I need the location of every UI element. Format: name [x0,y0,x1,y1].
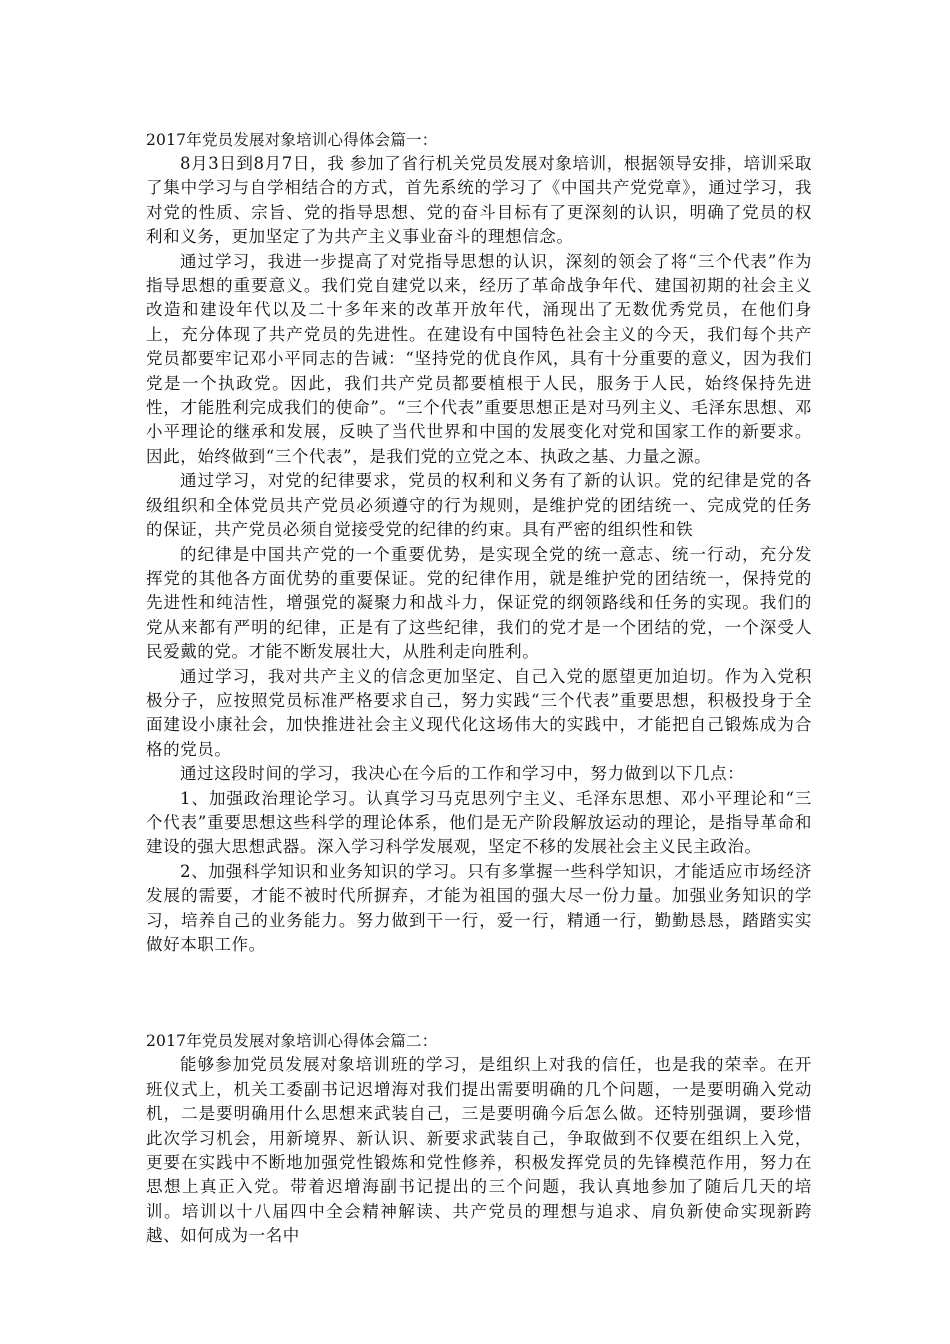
paragraph: 通过学习，我进一步提高了对党指导思想的认识，深刻的领会了将“三个代表”作为指导思想的重要意义。我们党自建党以来，经历了革命战争年代、建国初期的社会主义改造和建设年代以及二十多年来的改革开放年代，涌现出了无数优秀党员，在他们身上，充分体现了共产党员的先进性。在建设有中国特色社会主义的今天，我们每个共产党员都要牢记邓小平同志的告诫：“坚持党的优良作风，具有十分重要的意义，因为我们党是一个执政党。因此，我们共产党员都要植根于人民，服务于人民，始终保持先进性，才能胜利完成我们的使命”。“三个代表”重要思想正是对马列主义、毛泽东思想、邓小平理论的继承和发展，反映了当代世界和中国的发展变化对党和国家工作的新要求。因此，始终做到“三个代表”，是我们党的立党之本、执政之基、力量之源。 [146,251,812,466]
paragraph: 2、加强科学知识和业务知识的学习。只有多掌握一些科学知识，才能适应市场经济发展的需要，才能不被时代所摒弃，才能为祖国的强大尽一份力量。加强业务知识的学习，培养自己的业务能力。努力做到干一行，爱一行，精通一行，勤勤恳恳，踏踏实实做好本职工作。 [146,861,812,954]
section-two [146,1029,812,1248]
paragraph: 能够参加党员发展对象培训班的学习，是组织上对我的信任，也是我的荣幸。在开班仪式上，机关工委副书记迟增海对我们提出需要明确的几个问题，一是要明确入党动机，二是要明确用什么思想来武装自己，三是要明确今后怎么做。还特别强调，要珍惜此次学习机会，用新境界、新认识、新要求武装自己，争取做到不仅要在组织上入党，更要在实践中不断地加强党性锻炼和党性修养，积极发挥党员的先锋模范作用，努力在思想上真正入党。带着迟增海副书记提出的三个问题，我认真地参加了随后几天的培训。培训以十八届四中全会精神解读、共产党员的理想与追求、肩负新使命实现新跨越、如何成为一名中 [146,1055,812,1246]
section-one-title: 2017年党员发展对象培训心得体会篇一： [146,131,438,149]
section-one [146,128,812,957]
paragraph: 8月3日到8月7日，我 参加了省行机关党员发展对象培训，根据领导安排，培训采取了集中学习与自学相结合的方式，首先系统的学习了《中国共产党党章》，通过学习，我对党的性质、宗旨、党的指导思想、党的奋斗目标有了更深刻的认识，明确了党员的权利和义务，更加坚定了为共产主义事业奋斗的理想信念。 [146,154,812,247]
document-page [146,128,812,1249]
paragraph: 1、加强政治理论学习。认真学习马克思列宁主义、毛泽东思想、邓小平理论和“三个代表”重要思想这些科学的理论体系，他们是无产阶段解放运动的理论，是指导革命和建设的强大思想武器。深入学习科学发展观，坚定不移的发展社会主义民主政治。 [146,788,812,857]
paragraph: 通过学习，对党的纪律要求，党员的权利和义务有了新的认识。党的纪律是党的各级组织和全体党员共产党员必须遵守的行为规则，是维护党的团结统一、完成党的任务的保证，共产党员必须自觉接受党的纪律的约束。具有严密的组织性和铁 [146,471,812,540]
section-gap [146,957,812,1029]
paragraph: 通过学习，我对共产主义的信念更加坚定、自己入党的愿望更加迫切。作为入党积极分子，应按照党员标准严格要求自己，努力实践“三个代表”重要思想，积极投身于全面建设小康社会，加快推进社会主义现代化这场伟大的实践中，才能把自己锻炼成为合格的党员。 [146,666,812,759]
paragraph: 通过这段时间的学习，我决心在今后的工作和学习中，努力做到以下几点： [180,764,745,784]
paragraph: 的纪律是中国共产党的一个重要优势，是实现全党的统一意志、统一行动，充分发挥党的其他各方面优势的重要保证。党的纪律作用，就是维护党的团结统一，保持党的先进性和纯洁性，增强党的凝聚力和战斗力，保证党的纲领路线和任务的实现。我们的党从来都有严明的纪律，正是有了这些纪律，我们的党才是一个团结的党，一个深受人民爱戴的党。才能不断发展壮大，从胜利走向胜利。 [146,544,812,662]
section-two-title: 2017年党员发展对象培训心得体会篇二： [146,1032,438,1051]
